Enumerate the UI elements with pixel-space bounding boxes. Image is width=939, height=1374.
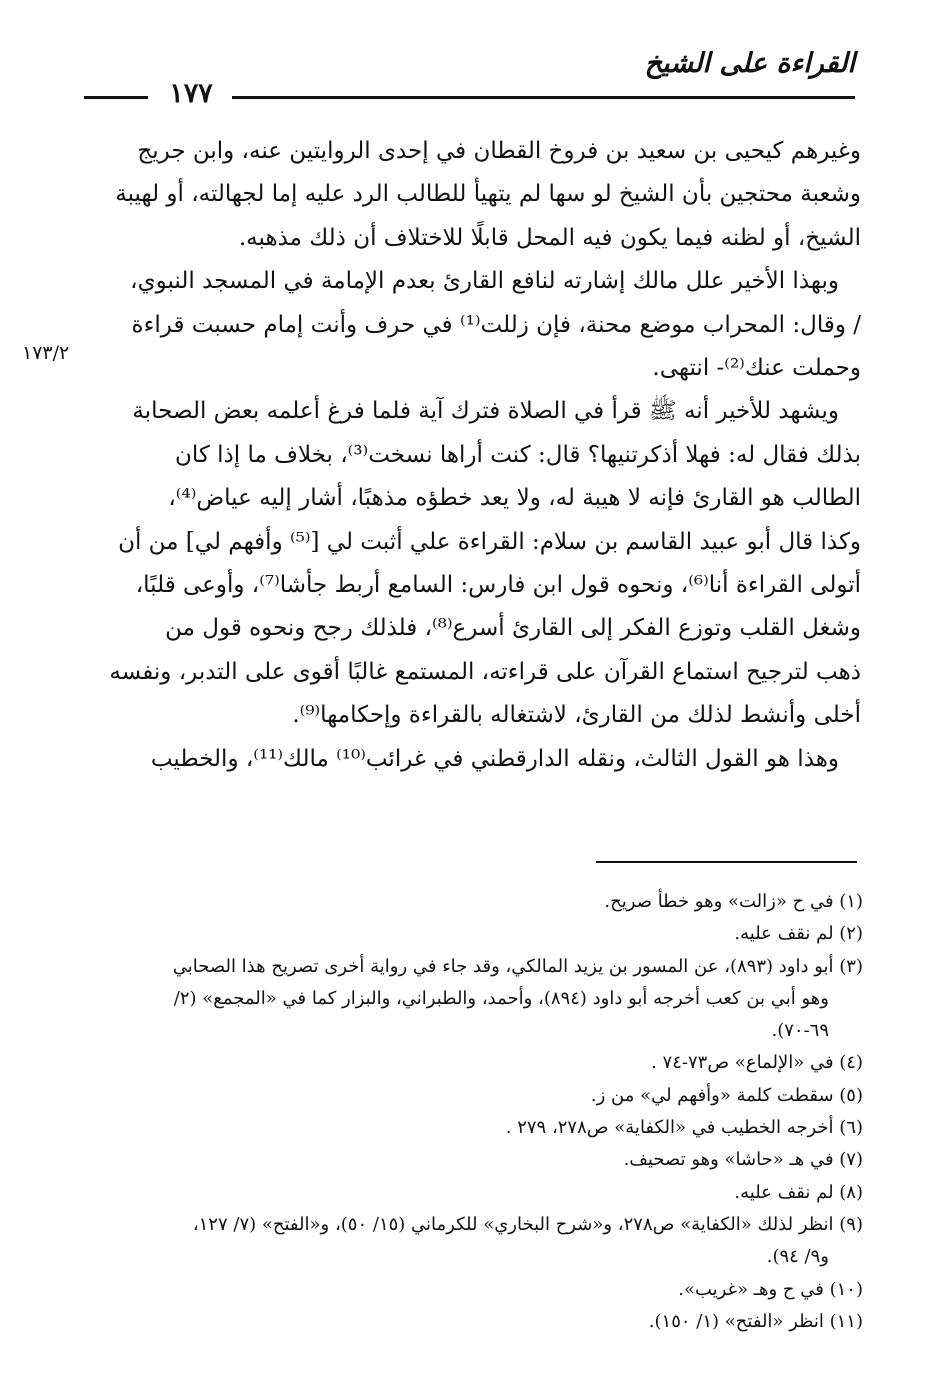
footnote: (٩) انظر لذلك «الكفاية» ص٢٧٨، و«شرح البخاري» للكرماني (١٥/ ٥٠)، و«الفتح» (٧/ ١٢٧، — [192, 1213, 863, 1235]
footnote-separator — [596, 861, 857, 863]
footnote: (٦) أخرجه الخطيب في «الكفاية» ص٢٧٨، ٢٧٩ . — [505, 1117, 863, 1139]
footnotes — [72, 886, 863, 1338]
body-line: وشغل القلب وتوزع الفكر إلى القارئ أسرع⁽⁸⁾، فلذلك رجح ونحوه قول من — [165, 615, 861, 642]
footnote: (٧) في هـ «حاشا» وهو تصحيف. — [623, 1149, 863, 1171]
body-line: وكذا قال أبو عبيد القاسم بن سلام: القراءة علي أثبت لي [⁽⁵⁾ وأفهم لي] من أن — [118, 528, 861, 555]
body-line: بذلك فقال له: فهلا أذكرتنيها؟ قال: كنت أراها نسخت⁽³⁾، بخلاف ما إذا كان — [174, 441, 861, 468]
body-line: وبهذا الأخير علل مالك إشارته لنافع القارئ بعدم الإمامة في المسجد النبوي، — [130, 268, 839, 295]
footnote: (٨) لم نقف عليه. — [734, 1181, 863, 1203]
footnote: (١) في ح «زالت» وهو خطأ صريح. — [604, 891, 863, 912]
body-line: ويشهد للأخير أنه ﷺ قرأ في الصلاة فترك آية فلما فرغ أعلمه بعض الصحابة — [132, 398, 839, 425]
footnote: (٣) أبو داود (٨٩٣)، عن المسور بن يزيد المالكي، وقد جاء في رواية أخرى تصريح هذا الصحابي — [172, 955, 863, 977]
body-line: وهذا هو القول الثالث، ونقله الدارقطني في غرائب⁽¹⁰⁾ مالك⁽¹¹⁾، والخطيب — [150, 745, 839, 772]
footnote: (٥) سقطت كلمة «وأفهم لي» من ز. — [590, 1084, 863, 1106]
footnote-continuation: ٦٩-٧٠). — [771, 1020, 829, 1042]
body-line: الشيخ، أو لظنه فيما يكون فيه المحل قابلًا للاختلاف أن ذلك مذهبه. — [238, 224, 861, 251]
footnote-continuation: وهو أبي بن كعب أخرجه أبو داود (٨٩٤)، وأحمد، والطبراني، والبزار كما في «المجمع» (٢/ — [173, 987, 829, 1009]
margin-reference: ١٧٣/٢ — [22, 342, 70, 364]
body-line: الطالب هو القارئ فإنه لا هيبة له، ولا يعد خطؤه مذهبًا، أشار إليه عياض⁽⁴⁾، — [168, 485, 861, 512]
header-rule-short — [84, 96, 148, 99]
running-title: القراءة على الشيخ — [644, 48, 855, 79]
header-rule — [232, 96, 855, 99]
body-line: وشعبة محتجين بأن الشيخ لو سها لم يتهيأ للطالب الرد عليه إما لجهالته، أو لهيبة — [115, 181, 861, 208]
footnote: (١١) انظر «الفتح» (١/ ١٥٠). — [648, 1310, 863, 1332]
body-line: / وقال: المحراب موضع محنة، فإن زللت⁽¹⁾ في حرف وأنت إمام حسبت قراءة — [131, 311, 861, 338]
footnote-continuation: و٩/ ٩٤). — [766, 1246, 829, 1268]
body-line: وغيرهم كيحيى بن سعيد بن فروخ القطان في إحدى الروايتين عنه، وابن جريج — [137, 138, 861, 164]
body-line: وحملت عنك⁽²⁾- انتهى. — [652, 355, 861, 382]
body-line: أخلى وأنشط لذلك من القارئ، لاشتغاله بالقراءة وإحكامها⁽⁹⁾. — [292, 702, 861, 729]
footnote: (١٠) في ح وهـ «غريب». — [678, 1278, 863, 1300]
body-line: أتولى القراءة أنا⁽⁶⁾، ونحوه قول ابن فارس: السامع أربط جأشا⁽⁷⁾، وأوعى قلبًا، — [135, 572, 861, 599]
main-text — [80, 130, 861, 781]
body-line: ذهب لترجيح استماع القرآن على قراءته، المستمع غالبًا أقوى على التدبر، ونفسه — [109, 658, 861, 685]
footnote: (٢) لم نقف عليه. — [734, 923, 863, 945]
page-number: ١٧٧ — [169, 78, 213, 109]
footnote: (٤) في «الإلماع» ص٧٣-٧٤ . — [651, 1052, 863, 1074]
